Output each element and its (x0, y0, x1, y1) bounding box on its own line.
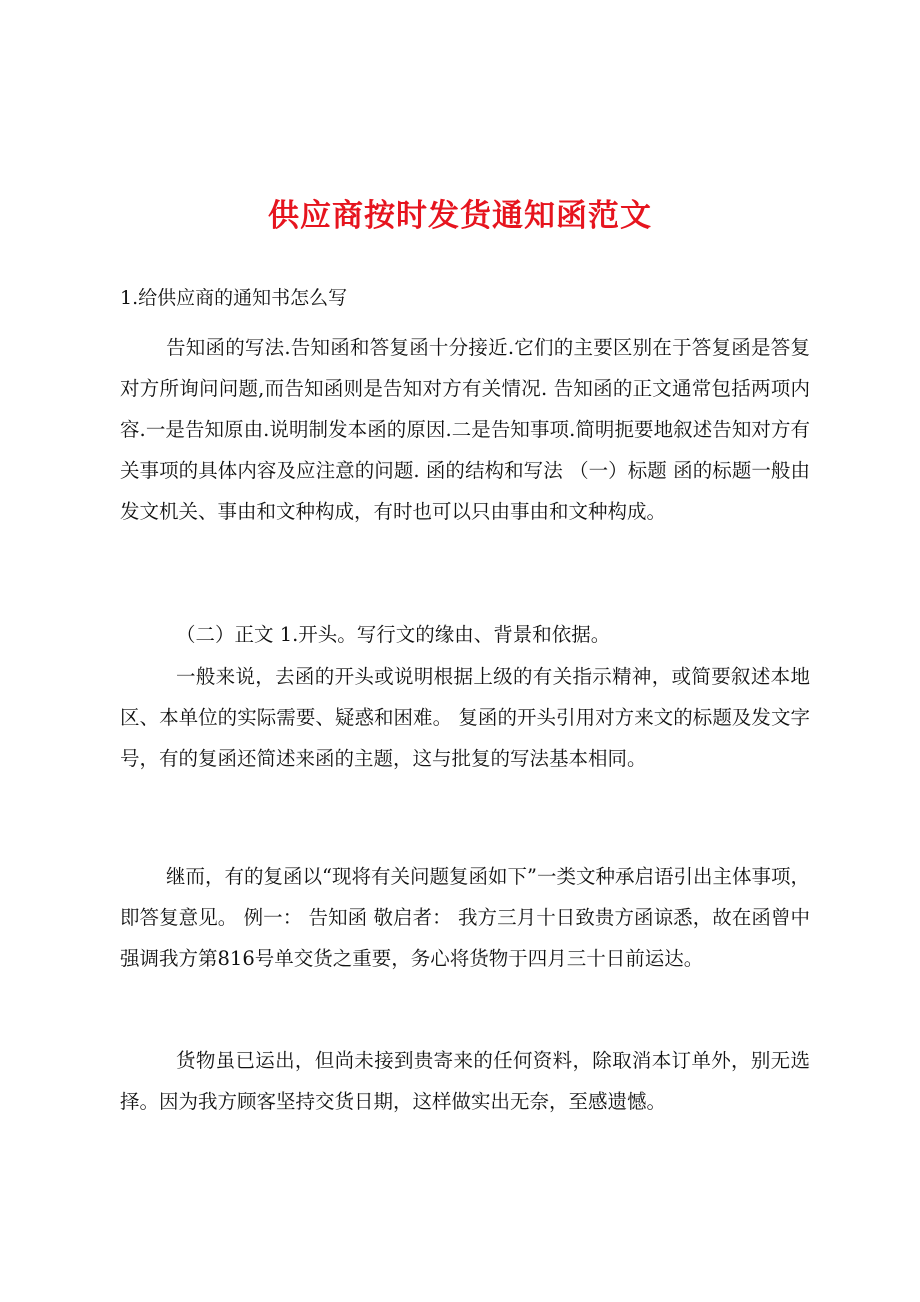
paragraph-2: （二）正文 1.开头。写行文的缘由、背景和依据。 (176, 623, 611, 646)
paragraph-5: 货物虽已运出，但尚未接到贵寄来的任何资料，除取消本订单外，别无选择。因为我方顾客坚持交货日期，这样做实出无奈，至感遗憾。 (120, 1049, 810, 1113)
paragraph-1: 告知函的写法.告知函和答复函十分接近.它们的主要区别在于答复函是答复对方所询问问题,而告知函则是告知对方有关情况. 告知函的正文通常包括两项内容.一是告知原由.说明制发本函的原因.二是告知事项.简明扼要地叙述告知对方有关事项的具体内容及应注意的问题. 函的结构和写法 （一）标题 函的标题一般由发文机关、事由和文种构成，有时也可以只由事由和文种构成。 (120, 336, 810, 523)
section-heading: 1.给供应商的通知书怎么写 (120, 287, 348, 309)
paragraph-4: 继而，有的复函以“现将有关问题复函如下”一类文种承启语引出主体事项，即答复意见。 例一： 告知函 敬启者： 我方三月十日致贵方函谅悉，故在函曾中强调我方第816号单交货之重要，务心将货物于四月三十日前运达。 (120, 865, 810, 970)
document-title: 供应商按时发货通知函范文 (268, 198, 652, 234)
paragraph-3: 一般来说，去函的开头或说明根据上级的有关指示精神，或简要叙述本地区、本单位的实际需要、疑惑和困难。 复函的开头引用对方来文的标题及发文字号，有的复函还简述来函的主题，这与批复的写法基本相同。 (120, 665, 810, 770)
